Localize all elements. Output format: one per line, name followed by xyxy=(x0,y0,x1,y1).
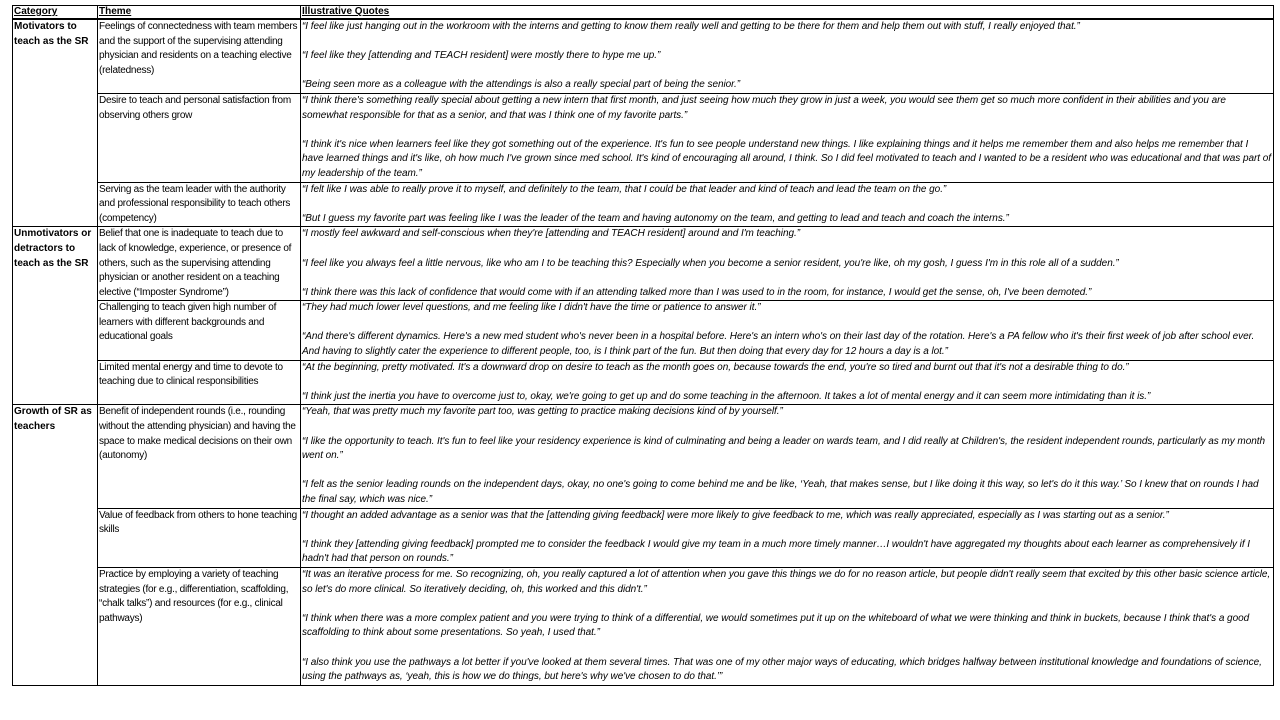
quote-text: “It was an iterative process for me. So recognizing, oh, you really captured a lot of attention when you gave this things we do for no reason article, but people didn't really seem that excited by this other basic science article, so let's do more clinical. So iteratively deciding, oh, this worked and this didn't.” xyxy=(302,568,1271,595)
quote-text: “I felt like I was able to really prove it to myself, and definitely to the team, that I could be that leader and kind of teach and lead the team on the go.” xyxy=(302,183,947,195)
quote-text: “I feel like you always feel a little nervous, like who am I to be teaching this? Especially when you become a senior resident, you're like, oh my gosh, I guess I'm in this role all of a sudden.” xyxy=(302,257,1119,269)
quote-text: “I think there's something really special about getting a new intern that first month, and just seeing how much they grow in just a week, you would see them get so much more confident in their abilities and you are somewhat responsible for that as a senior, and that was I think one of my favorite parts.” xyxy=(302,94,1226,121)
quotes-cell xyxy=(301,301,1274,360)
theme-cell: Practice by employing a variety of teaching strategies (for e.g., differentiation, scaffolding, “chalk talks”) and resources (for e.g., clinical pathways) xyxy=(98,567,301,685)
category-cell: Motivators to teach as the SR xyxy=(13,19,98,227)
table-row xyxy=(13,360,1274,405)
theme-cell: Challenging to teach given high number of learners with different backgrounds and educational goals xyxy=(98,301,301,360)
quotes-cell xyxy=(301,508,1274,567)
category-cell: Unmotivators or detractors to teach as the SR xyxy=(13,227,98,405)
theme-cell: Benefit of independent rounds (i.e., rounding without the attending physician) and having the space to make medical decisions on their own (autonomy) xyxy=(98,405,301,508)
quotes-cell xyxy=(301,182,1274,227)
table-row xyxy=(13,19,1274,93)
table-row xyxy=(13,405,1274,508)
quotes-header: Illustrative Quotes xyxy=(301,6,1274,20)
quote-text: “I feel like just hanging out in the workroom with the interns and getting to know them really well and getting to be there for them and help them out with stuff, I really enjoyed that.” xyxy=(302,21,1080,32)
quote-text: “I think when there was a more complex patient and you were trying to think of a differential, we would sometimes put it up on the whiteboard of what we were thinking and think in buckets, because I think that's a good scaffolding to think about some presentations. So yeah, I used that.” xyxy=(302,612,1250,639)
quotes-cell xyxy=(301,19,1274,93)
quote-text: “At the beginning, pretty motivated. It's a downward drop on desire to teach as the month goes on, because towards the end, you're so tired and burnt out that it's not a desirable thing to do.” xyxy=(302,361,1129,373)
table-row xyxy=(13,301,1274,360)
quote-text: “I think it's nice when learners feel like they got something out of the experience. It's fun to see people understand new things. I like explaining things and it helps me remember them and also helps me remember that I have learned things and it's like, oh how much I've grown since med school. It's kind of encouraging all around, I think. So I did feel motivated to teach and I wanted to be a resident who was educational and that was part of my leadership of the team.” xyxy=(302,138,1271,179)
theme-cell: Limited mental energy and time to devote to teaching due to clinical responsibilities xyxy=(98,360,301,405)
quote-text: “I feel like they [attending and TEACH resident] were mostly there to hype me up.” xyxy=(302,50,661,62)
table-body xyxy=(13,19,1274,685)
table-row xyxy=(13,93,1274,182)
quote-text: “I like the opportunity to teach. It's fun to feel like your residency experience is kind of culminating and being a leader on wards team, and I did really at Children's, the resident independent rounds, particularly as my month went on.” xyxy=(302,435,1265,462)
category-header: Category xyxy=(13,6,98,20)
table-row xyxy=(13,508,1274,567)
quote-text: “I also think you use the pathways a lot better if you've looked at them several times. That was one of my other major ways of educating, which bridges halfway between institutional knowledge and foundations of science, using the pathways as, ‘yeah, this is how we do things, but here's why we've chosen to do that.’” xyxy=(302,656,1262,683)
table-row xyxy=(13,227,1274,301)
theme-cell: Value of feedback from others to hone teaching skills xyxy=(98,508,301,567)
table-row xyxy=(13,182,1274,227)
quotes-cell xyxy=(301,360,1274,405)
quote-text: “I think just the inertia you have to overcome just to, okay, we're going to get up and do some teaching in the afternoon. It takes a lot of mental energy and it can seem more intimidating than it is.” xyxy=(302,390,1151,402)
theme-cell: Belief that one is inadequate to teach due to lack of knowledge, experience, or presence of others, such as the supervising attending physician or another resident on a teaching elective (“Imposter Syndrome”) xyxy=(98,227,301,301)
quote-text: “But I guess my favorite part was feeling like I was the leader of the team and having autonomy on the team, and getting to lead and teach and coach the interns.” xyxy=(302,212,1009,224)
quote-text: “Being seen more as a colleague with the attendings is also a really special part of being the senior.” xyxy=(302,79,741,91)
header-row xyxy=(13,6,1274,20)
category-cell: Growth of SR as teachers xyxy=(13,405,98,685)
table-header xyxy=(13,6,1274,20)
table-row xyxy=(13,567,1274,685)
quote-text: “I think there was this lack of confidence that would come with if an attending talked more than I was used to in the room, for instance, I would get the sense, oh, I've been demoted.” xyxy=(302,286,1092,298)
theme-cell: Serving as the team leader with the authority and professional responsibility to teach others (competency) xyxy=(98,182,301,227)
quotes-cell xyxy=(301,227,1274,301)
quote-text: “I mostly feel awkward and self-conscious when they're [attending and TEACH resident] around and I'm teaching.” xyxy=(302,228,800,240)
quotes-cell xyxy=(301,567,1274,685)
quote-text: “And there's different dynamics. Here's a new med student who's never been in a hospital before. Here's an intern who's on their last day of the rotation. Here's a PA fellow who it's their first week of job after school ever. And having to slightly cater the experience to different people, too, is I think part of the fun. But then doing that every day for 12 hours a day is a lot.” xyxy=(302,331,1255,358)
quote-text: “I thought an added advantage as a senior was that the [attending giving feedback] were more likely to give feedback to me, which was really appreciated, especially as I was starting out as a senior.” xyxy=(302,509,1169,521)
quote-text: “I felt as the senior leading rounds on the independent days, okay, no one's going to come behind me and be like, ‘Yeah, that makes sense, but I like doing it this way, so let's do it this way.’ So I knew that on rounds I had the final say, which was nice.” xyxy=(302,479,1259,505)
quotes-cell xyxy=(301,93,1274,182)
theme-cell: Desire to teach and personal satisfaction from observing others grow xyxy=(98,93,301,182)
quotes-cell xyxy=(301,405,1274,508)
theme-header: Theme xyxy=(98,6,301,20)
quote-text: “They had much lower level questions, and me feeling like I didn't have the time or patience to answer it.” xyxy=(302,302,761,314)
theme-cell: Feelings of connectedness with team members and the support of the supervising attending physician and residents on a teaching elective (relatedness) xyxy=(98,19,301,93)
quote-text: “Yeah, that was pretty much my favorite part too, was getting to practice making decisions kind of by yourself.” xyxy=(302,406,783,418)
quotes-table xyxy=(12,5,1274,686)
quote-text: “I think they [attending giving feedback] prompted me to consider the feedback I would give my team in a much more timely manner…I wouldn't have aggregated my thoughts about each learner as comprehensively if I hadn't had that person on rounds.” xyxy=(302,538,1251,565)
